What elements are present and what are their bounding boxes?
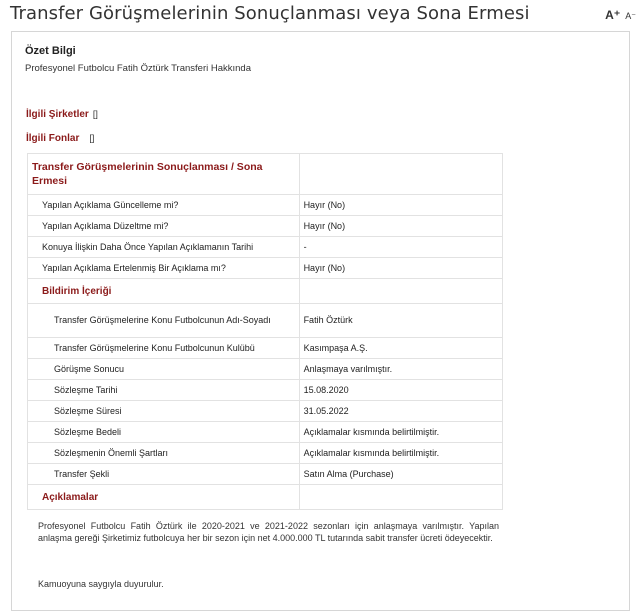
row-value: 15.08.2020 xyxy=(299,380,502,401)
related-funds-link[interactable] xyxy=(26,133,94,144)
font-increase-button[interactable]: A⁺ xyxy=(605,8,621,22)
explanations-section-title: Açıklamalar xyxy=(28,485,300,510)
explanations-section-row xyxy=(28,485,503,510)
table-row xyxy=(28,359,503,380)
row-label: Sözleşme Süresi xyxy=(28,401,300,422)
table-header: Transfer Görüşmelerinin Sonuçlanması / Sona Ermesi xyxy=(28,154,300,195)
row-value: Anlaşmaya varılmıştır. xyxy=(299,359,502,380)
row-label: Transfer Şekli xyxy=(28,464,300,485)
table-row xyxy=(28,380,503,401)
related-funds-label: İlgili Fonlar xyxy=(26,133,80,144)
table-row xyxy=(28,401,503,422)
table-row xyxy=(28,422,503,443)
disclosure-table xyxy=(27,153,503,510)
row-value: Hayır (No) xyxy=(299,216,502,237)
row-label: Transfer Görüşmelerine Konu Futbolcunun Adı-Soyadı xyxy=(28,304,300,338)
disclosure-box xyxy=(11,31,630,611)
table-row xyxy=(28,443,503,464)
table-header-empty xyxy=(299,154,502,195)
row-label: Konuya İlişkin Daha Önce Yapılan Açıklamanın Tarihi xyxy=(28,237,300,258)
related-companies-link[interactable] xyxy=(26,109,98,120)
row-label: Yapılan Açıklama Güncelleme mi? xyxy=(28,195,300,216)
row-value: 31.05.2022 xyxy=(299,401,502,422)
row-label: Sözleşme Tarihi xyxy=(28,380,300,401)
row-label: Yapılan Açıklama Düzeltme mi? xyxy=(28,216,300,237)
notice-section-title: Bildirim İçeriği xyxy=(28,279,300,304)
related-companies-value: [] xyxy=(92,109,98,119)
explanation-text: Profesyonel Futbolcu Fatih Öztürk ile 2020-2021 ve 2021-2022 sezonları için anlaşmaya varılmıştır. Yapılan anlaşma gereği Şirketimiz futbolcuya her bir sezon için net 4.000.000 TL tutarında sabit transfer ücreti ödeyecektir. xyxy=(38,521,499,543)
table-header-row xyxy=(28,154,503,195)
row-label: Sözleşme Bedeli xyxy=(28,422,300,443)
font-size-controls xyxy=(605,8,636,22)
row-value: Açıklamalar kısmında belirtilmiştir. xyxy=(299,422,502,443)
table-row xyxy=(28,216,503,237)
section-empty-cell xyxy=(299,485,502,510)
closing-text: Kamuoyuna saygıyla duyurulur. xyxy=(38,579,164,589)
row-value: Hayır (No) xyxy=(299,258,502,279)
row-label: Transfer Görüşmelerine Konu Futbolcunun Kulübü xyxy=(28,338,300,359)
table-row xyxy=(28,464,503,485)
section-empty-cell xyxy=(299,279,502,304)
row-label: Yapılan Açıklama Ertelenmiş Bir Açıklama mı? xyxy=(28,258,300,279)
table-row xyxy=(28,195,503,216)
table-row xyxy=(28,258,503,279)
table-row xyxy=(28,237,503,258)
row-value: Hayır (No) xyxy=(299,195,502,216)
page-title: Transfer Görüşmelerinin Sonuçlanması veya Sona Ermesi xyxy=(10,3,530,24)
related-companies-label: İlgili Şirketler xyxy=(26,109,89,120)
font-decrease-button[interactable]: A⁻ xyxy=(625,11,636,21)
row-label: Sözleşmenin Önemli Şartları xyxy=(28,443,300,464)
notice-section-row xyxy=(28,279,503,304)
row-value: Açıklamalar kısmında belirtilmiştir. xyxy=(299,443,502,464)
row-label: Görüşme Sonucu xyxy=(28,359,300,380)
table-row xyxy=(28,304,503,338)
related-funds-value: [] xyxy=(89,133,95,143)
row-value: - xyxy=(299,237,502,258)
table-row xyxy=(28,338,503,359)
summary-heading: Özet Bilgi xyxy=(25,45,76,57)
row-value: Satın Alma (Purchase) xyxy=(299,464,502,485)
summary-text: Profesyonel Futbolcu Fatih Öztürk Transferi Hakkında xyxy=(25,63,251,74)
row-value: Kasımpaşa A.Ş. xyxy=(299,338,502,359)
row-value: Fatih Öztürk xyxy=(299,304,502,338)
